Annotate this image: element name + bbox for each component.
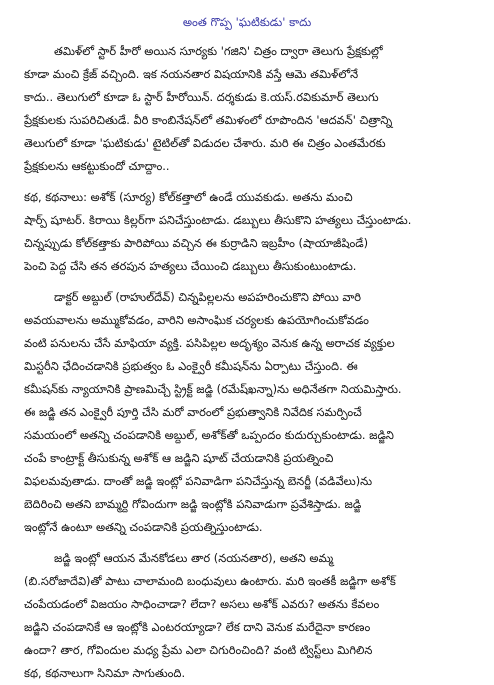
paragraph-line: ఉందా? తార, గోవిందుల మధ్య ప్రేమ ఎలా చిగురించింది? వంటి ట్విస్ట్‌లు మిగిలిన: [24, 643, 373, 657]
article-paragraph: [24, 547, 470, 685]
paragraph-line: కాదు.. తెలుగులో కూడా ఓ స్టార్ హీరోయిన్. దర్శకుడు కె.యస్.రవికుమార్ తెలుగు: [24, 90, 379, 104]
paragraph-line: ఈ జడ్జి తన ఎంక్వైరీ పూర్తి చేసి మరో వారంలో ప్రభుత్వానికి నివేదిక సమర్పించే: [24, 405, 362, 419]
paragraph-line: చంపే కాంట్రాక్ట్ తీసుకున్న అశోక్ ఆ జడ్జిని షూట్ చేయడానికి ప్రయత్నించి: [24, 451, 334, 465]
paragraph-line: ప్రేక్షకులను ఆకట్టుకుందో చూద్దాం..: [24, 159, 170, 173]
paragraph-line: కమీషన్‌కు న్యాయానికి ప్రాణమిచ్చే స్ట్రిక్ట్ జడ్జి (రమేష్‌ఖన్నా)ను అధినేతగా నియమిస్తారు.: [24, 382, 402, 396]
paragraph-line: షార్ప్ షూటర్. కిరాయి కిల్లర్‌గా పనిచేస్తుంటాడు. డబ్బులు తీసుకొని హత్యలు చేస్తుంటాడు.: [24, 213, 412, 227]
paragraph-line: మిస్టరీని ఛేదించడానికి ప్రభుత్వం ఓ ఎంక్వైరీ కమీషన్‌ను ఏర్పాటు చేస్తుంది. ఈ: [24, 359, 358, 373]
paragraph-line: తమిళ్‌లో స్టార్ హీరో అయిన సూర్యకు 'గజిని' చిత్రం ద్వారా తెలుగు ప్రేక్షకుల్లో: [54, 44, 383, 58]
paragraph-line: ఇంట్లోనే ఉంటూ అతన్ని చంపడానికి ప్రయత్నిస్తుంటాడు.: [24, 520, 263, 534]
paragraph-line: సమయంలో అతన్ని చంపడానికి అబ్దుల్, అశోక్‌తో ఒప్పందం కుదుర్చుకుంటాడు. జడ్జిని: [24, 428, 394, 442]
article-paragraph: [24, 40, 470, 178]
paragraph-line: కథ, కథనాలు: అశోక్ (సూర్య) కోల్‌కత్తాలో ఉండే యువకుడు. అతను మంచి: [24, 190, 353, 204]
paragraph-line: చంపేయడంలో విజయం సాధించాడా? లేదా? అసలు అశోక్ ఎవరు? అతను కేవలం: [24, 597, 380, 611]
paragraph-line: జడ్జిని చంపడానికే ఆ ఇంట్లోకి ఎంటరయ్యాడా? లేక దాని వెనుక మరేదైనా కారణం: [24, 620, 371, 634]
article-title: అంత గొప్ప 'ఘటికుడు' కాదు: [182, 15, 312, 29]
article-paragraph: [24, 286, 470, 539]
paragraph-line: వంటి పనులను చేసే మాఫియా వ్యక్తి. పసిపిల్లల అదృశ్యం వెనుక ఉన్న అరాచక వ్యక్తుల: [24, 336, 395, 350]
paragraph-line: (బి.సరోజాదేవి)తో పాటు చాలామంది బంధువులు ఉంటారు. మరి ఇంతకీ జడ్జిగా అశోక్: [24, 574, 396, 588]
paragraph-line: కథ, కథనాలుగా సినిమా సాగుతుంది.: [24, 666, 186, 680]
paragraph-line: అవయవాలను అమ్ముకోవడం, వారిని అసాంఘిక చర్యలకు ఉపయోగించుకోవడం: [24, 313, 369, 327]
article-body: [24, 40, 470, 685]
paragraph-line: జడ్జి ఇంట్లో ఆయన మేనకోడలు తార (నయనతార), అతని అమ్మ: [54, 551, 334, 565]
article-paragraph: [24, 186, 470, 278]
paragraph-line: తెలుగులో కూడా 'ఘటికుడు' టైటిల్‌తో విడుదల చేశారు. మరి ఈ చిత్రం ఎంతమేరకు: [24, 136, 386, 150]
paragraph-line: ప్రేక్షకులకు సుపరిచితుడే. వీరి కాంబినేషన్‌లో తమిళంలో రూపొందిన 'ఆదవన్' చిత్రాన్ని: [24, 113, 393, 127]
paragraph-line: డాక్టర్ అబ్దుల్ (రాహుల్‌దేవ్) చిన్నపిల్లలను అపహరించుకొని పోయి వారి: [54, 290, 362, 304]
paragraph-line: కూడా మంచి క్రేజ్ వచ్చింది. ఇక నయనతార విషయానికి వస్తే ఆమె తమిళ్‌లోనే: [24, 67, 359, 81]
paragraph-line: చిన్నప్పుడు కోల్‌కత్తాకు పారిపోయి వచ్చిన ఈ కుర్రాడిని ఇబ్రహీం (షాయాజీషిండే): [24, 236, 369, 250]
paragraph-line: బెదిరించి అతని బామ్మర్ది గోవిందుగా జడ్జి ఇంట్లోకి పనివాడుగా ప్రవేశిస్తాడు. జడ్జి: [24, 497, 362, 511]
paragraph-line: విఫలమవుతాడు. దాంతో జడ్జి ఇంట్లో పనివాడిగా పనిచేస్తున్న బెనర్జీ (వడివేలు)ను: [24, 474, 373, 488]
paragraph-line: పెంచి పెద్ద చేసి తన తరపున హత్యలు చేయించి డబ్బులు తీసుకుంటుంటాడు.: [24, 259, 357, 273]
